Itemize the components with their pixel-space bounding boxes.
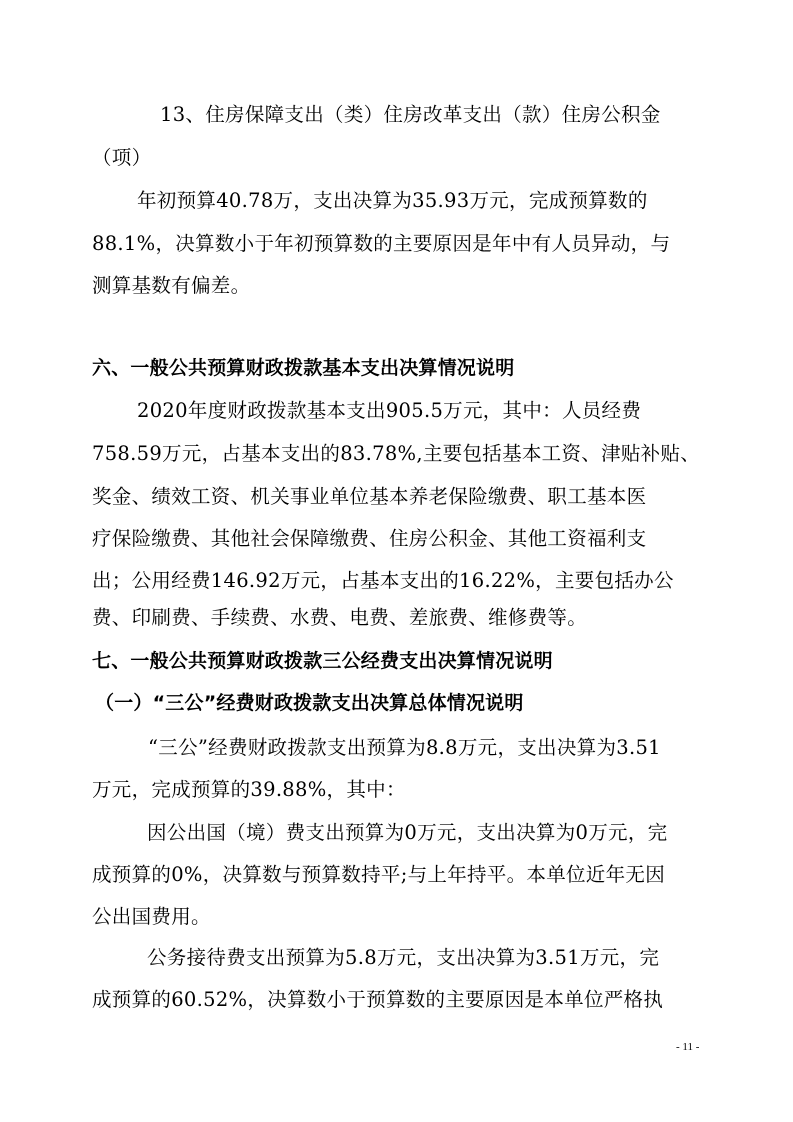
paragraph-line: 年初预算40.78万，支出决算为35.93万元，完成预算数的 — [137, 189, 648, 212]
paragraph-line: 公出国费用。 — [92, 905, 211, 928]
paragraph-line: 758.59万元，占基本支出的83.78%,主要包括基本工资、津贴补贴、 — [92, 442, 701, 465]
paragraph-line: 测算基数有偏差。 — [92, 274, 251, 297]
paragraph-line: （项） — [92, 146, 152, 169]
paragraph-line: 2020年度财政拨款基本支出905.5万元，其中：人员经费 — [137, 399, 642, 422]
paragraph-line: 成预算的60.52%，决算数小于预算数的主要原因是本单位严格执 — [92, 988, 664, 1011]
paragraph-line: 13、住房保障支出（类）住房改革支出（款）住房公积金 — [160, 103, 661, 126]
paragraph-line: 费、印刷费、手续费、水费、电费、差旅费、维修费等。 — [92, 606, 588, 629]
paragraph-line: 万元，完成预算的39.88%，其中： — [92, 778, 406, 801]
paragraph-line: “三公”经费财政拨款支出预算为8.8万元，支出决算为3.51 — [148, 736, 661, 759]
paragraph-line: 公务接待费支出预算为5.8万元，支出决算为3.51万元，完 — [147, 946, 660, 969]
paragraph-line: 疗保险缴费、其他社会保障缴费、住房公积金、其他工资福利支 — [92, 527, 647, 550]
paragraph-line: 出；公用经费146.92万元，占基本支出的16.22%，主要包括办公 — [92, 569, 674, 592]
section-heading: 六、一般公共预算财政拨款基本支出决算情况说明 — [92, 357, 515, 379]
paragraph-line: 88.1%，决算数小于年初预算数的主要原因是年中有人员异动，与 — [92, 232, 671, 255]
paragraph-line: 奖金、绩效工资、机关事业单位基本养老保险缴费、职工基本医 — [92, 485, 647, 508]
paragraph-line: 成预算的0%，决算数与预算数持平;与上年持平。本单位近年无因 — [92, 863, 666, 886]
subsection-heading: （一）“三公”经费财政拨款支出决算总体情况说明 — [95, 692, 524, 714]
section-heading: 七、一般公共预算财政拨款三公经费支出决算情况说明 — [92, 650, 553, 672]
page-number: - 11 - — [676, 1041, 700, 1053]
paragraph-line: 因公出国（境）费支出预算为0万元，支出决算为0万元，完 — [147, 821, 668, 844]
